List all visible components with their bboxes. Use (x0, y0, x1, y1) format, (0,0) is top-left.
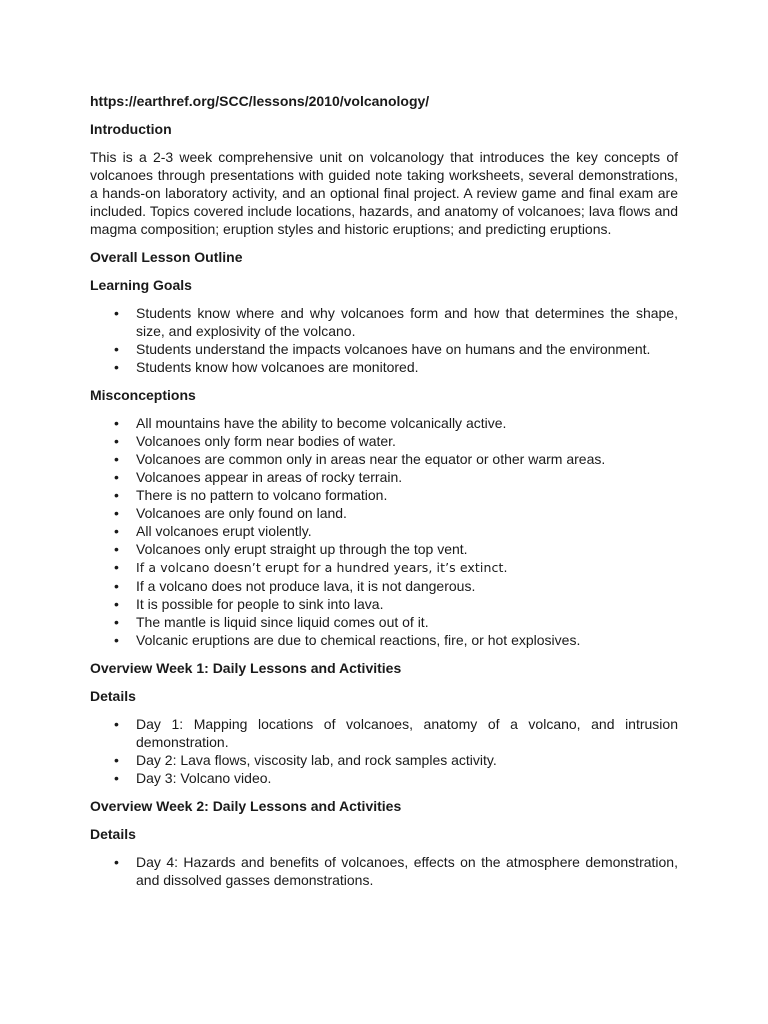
list-item-text: All volcanoes erupt violently. (136, 523, 312, 539)
list-item-text: Students know where and why volcanoes form and how that determines the shape, size, and explosivity of the volcano. (136, 305, 678, 339)
list-item-text: Day 3: Volcano video. (136, 770, 272, 786)
learning-goals-heading: Learning Goals (90, 277, 192, 293)
list-item-text: If a volcano doesn’t erupt for a hundred years, it’s extinct. (136, 560, 508, 575)
list-item (90, 577, 678, 595)
week1-heading: Overview Week 1: Daily Lessons and Activities (90, 660, 402, 676)
learning-goals-list (90, 304, 678, 376)
bullet-icon: • (114, 854, 119, 870)
list-item (90, 432, 678, 450)
outline-heading: Overall Lesson Outline (90, 249, 243, 265)
list-item (90, 853, 678, 889)
week1-details-list (90, 715, 678, 787)
misconceptions-heading: Misconceptions (90, 387, 196, 403)
list-item-text: Day 1: Mapping locations of volcanoes, anatomy of a volcano, and intrusion demonstration. (136, 716, 678, 750)
bullet-icon: • (114, 716, 119, 732)
bullet-icon: • (114, 614, 119, 630)
bullet-icon: • (114, 433, 119, 449)
list-item (90, 558, 678, 577)
introduction-heading: Introduction (90, 121, 172, 137)
introduction-paragraph: This is a 2-3 week comprehensive unit on volcanology that introduces the key concepts of volcanoes through presentations with guided note taking worksheets, several demonstrations, a hands-on laboratory activity, and an optional final project. A review game and final exam are included. Topics covered include locations, hazards, and anatomy of volcanoes; lava flows and magma composition; eruption styles and historic eruptions; and predicting eruptions. (90, 149, 678, 237)
document-page (90, 92, 678, 899)
list-item-text: Volcanoes are only found on land. (136, 505, 347, 521)
list-item-text: Volcanoes only erupt straight up through the top vent. (136, 541, 468, 557)
bullet-icon: • (114, 632, 119, 648)
list-item-text: There is no pattern to volcano formation. (136, 487, 388, 503)
bullet-icon: • (114, 341, 119, 357)
week2-heading: Overview Week 2: Daily Lessons and Activities (90, 798, 402, 814)
bullet-icon: • (114, 451, 119, 467)
list-item (90, 304, 678, 340)
list-item (90, 595, 678, 613)
bullet-icon: • (114, 469, 119, 485)
list-item-text: Volcanoes are common only in areas near the equator or other warm areas. (136, 451, 606, 467)
list-item-text: Volcanoes only form near bodies of water. (136, 433, 396, 449)
list-item (90, 540, 678, 558)
bullet-icon: • (114, 541, 119, 557)
bullet-icon: • (114, 578, 119, 594)
list-item (90, 631, 678, 649)
list-item (90, 751, 678, 769)
bullet-icon: • (114, 415, 119, 431)
list-item-text: Day 2: Lava flows, viscosity lab, and rock samples activity. (136, 752, 497, 768)
list-item (90, 504, 678, 522)
list-item (90, 613, 678, 631)
bullet-icon: • (114, 559, 119, 575)
list-item-text: Day 4: Hazards and benefits of volcanoes, effects on the atmosphere demonstration, and dissolved gasses demonstrations. (136, 854, 678, 888)
week1-details-heading: Details (90, 688, 136, 704)
bullet-icon: • (114, 359, 119, 375)
list-item-text: It is possible for people to sink into lava. (136, 596, 384, 612)
list-item-text: The mantle is liquid since liquid comes out of it. (136, 614, 429, 630)
list-item (90, 414, 678, 432)
list-item (90, 468, 678, 486)
list-item-text: Volcanoes appear in areas of rocky terrain. (136, 469, 403, 485)
list-item-text: Students know how volcanoes are monitored. (136, 359, 419, 375)
list-item-text: If a volcano does not produce lava, it is not dangerous. (136, 578, 476, 594)
bullet-icon: • (114, 487, 119, 503)
list-item (90, 450, 678, 468)
list-item (90, 522, 678, 540)
list-item (90, 715, 678, 751)
week2-details-heading: Details (90, 826, 136, 842)
list-item-text: Volcanic eruptions are due to chemical reactions, fire, or hot explosives. (136, 632, 581, 648)
list-item (90, 358, 678, 376)
bullet-icon: • (114, 752, 119, 768)
bullet-icon: • (114, 523, 119, 539)
week2-details-list (90, 853, 678, 889)
bullet-icon: • (114, 505, 119, 521)
misconceptions-list (90, 414, 678, 649)
list-item-text: Students understand the impacts volcanoes have on humans and the environment. (136, 341, 651, 357)
bullet-icon: • (114, 770, 119, 786)
list-item (90, 486, 678, 504)
list-item (90, 769, 678, 787)
bullet-icon: • (114, 305, 119, 321)
bullet-icon: • (114, 596, 119, 612)
list-item (90, 340, 678, 358)
source-url[interactable]: https://earthref.org/SCC/lessons/2010/volcanology/ (90, 93, 430, 109)
list-item-text: All mountains have the ability to become volcanically active. (136, 415, 507, 431)
